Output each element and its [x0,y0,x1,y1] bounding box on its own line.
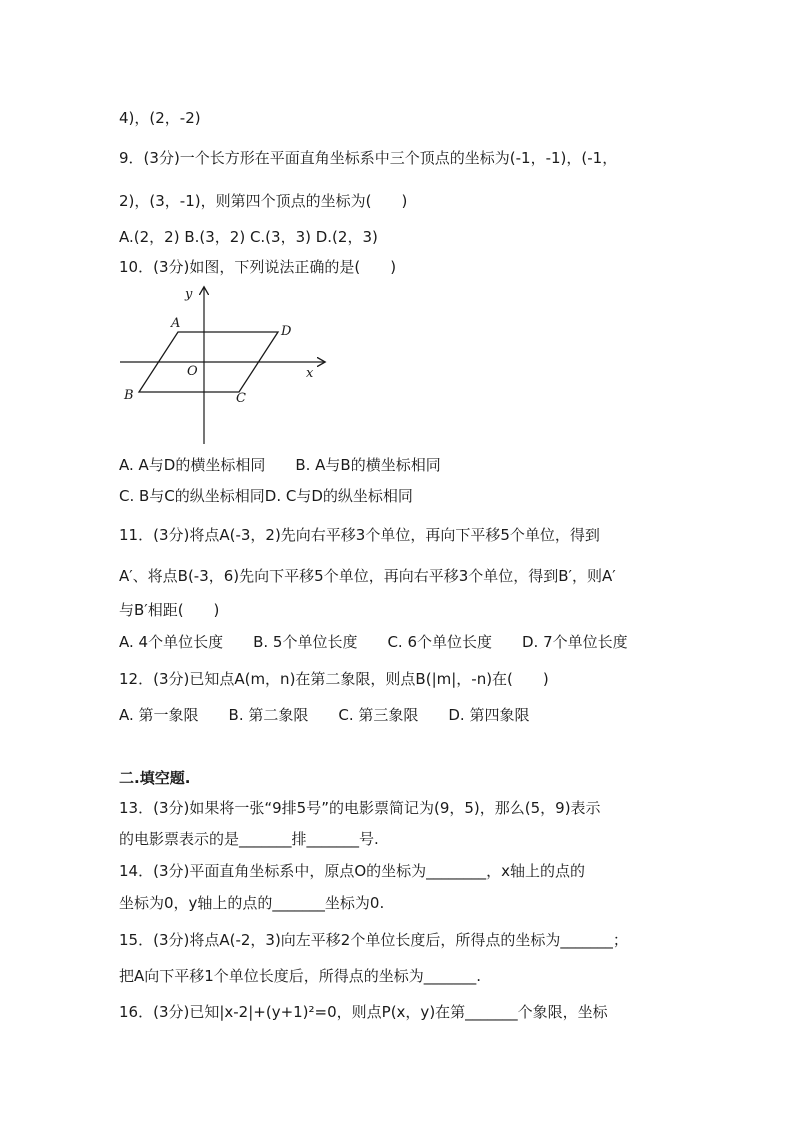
question-11-line-3: 与B′相距( ) [119,601,220,619]
point-c-label: C [236,391,246,406]
question-9-options: A.(2，2) B.(3，2) C.(3，3) D.(2，3) [119,228,378,246]
question-11-line-2: A′、将点B(-3，6)先向下平移5个单位，再向右平移3个单位，得到B′，则A′ [119,567,616,585]
question-11-line-1: 11．(3分)将点A(-3，2)先向右平移3个单位，再向下平移5个单位，得到 [119,526,600,544]
question-13-line-1: 13．(3分)如果将一张“9排5号”的电影票简记为(9，5)，那么(5，9)表示 [119,799,601,817]
question-10-options-2: C. B与C的纵坐标相同D. C与D的纵坐标相同 [119,487,413,505]
coordinate-figure [112,284,332,446]
question-14-line-1: 14．(3分)平面直角坐标系中，原点O的坐标为________，x轴上的点的 [119,862,586,880]
y-axis-label: y [185,287,193,302]
question-10-options-1: A. A与D的横坐标相同 B. A与B的横坐标相同 [119,456,441,474]
x-axis-label: x [306,366,314,381]
question-9-line-1: 9．(3分)一个长方形在平面直角坐标系中三个顶点的坐标为(-1，-1)，(-1， [119,149,618,167]
question-13-line-2: 的电影票表示的是_______排_______号. [119,830,379,848]
point-d-label: D [281,324,292,339]
question-15-line-1: 15．(3分)将点A(-2，3)向左平移2个单位长度后，所得点的坐标为_______； [119,931,628,949]
point-a-label: A [171,316,181,331]
origin-label: O [187,364,198,379]
question-16-line-1: 16．(3分)已知|x-2|+(y+1)²=0，则点P(x，y)在第_______个象限，坐标 [119,1003,608,1021]
question-9-line-2: 2)，(3，-1)，则第四个顶点的坐标为( ) [119,192,408,210]
text-line: 4)，(2，-2) [119,109,201,127]
question-14-line-2: 坐标为0，y轴上的点的_______坐标为0. [119,894,385,912]
question-12-options: A. 第一象限 B. 第二象限 C. 第三象限 D. 第四象限 [119,706,530,724]
section-heading-fill-in: 二.填空题. [119,769,191,787]
point-b-label: B [124,388,134,403]
question-15-line-2: 把A向下平移1个单位长度后，所得点的坐标为_______. [119,967,482,985]
question-12-stem: 12．(3分)已知点A(m，n)在第二象限，则点B(|m|，-n)在( ) [119,670,549,688]
question-10-stem: 10．(3分)如图，下列说法正确的是( ) [119,258,397,276]
question-11-options: A. 4个单位长度 B. 5个单位长度 C. 6个单位长度 D. 7个单位长度 [119,633,628,651]
